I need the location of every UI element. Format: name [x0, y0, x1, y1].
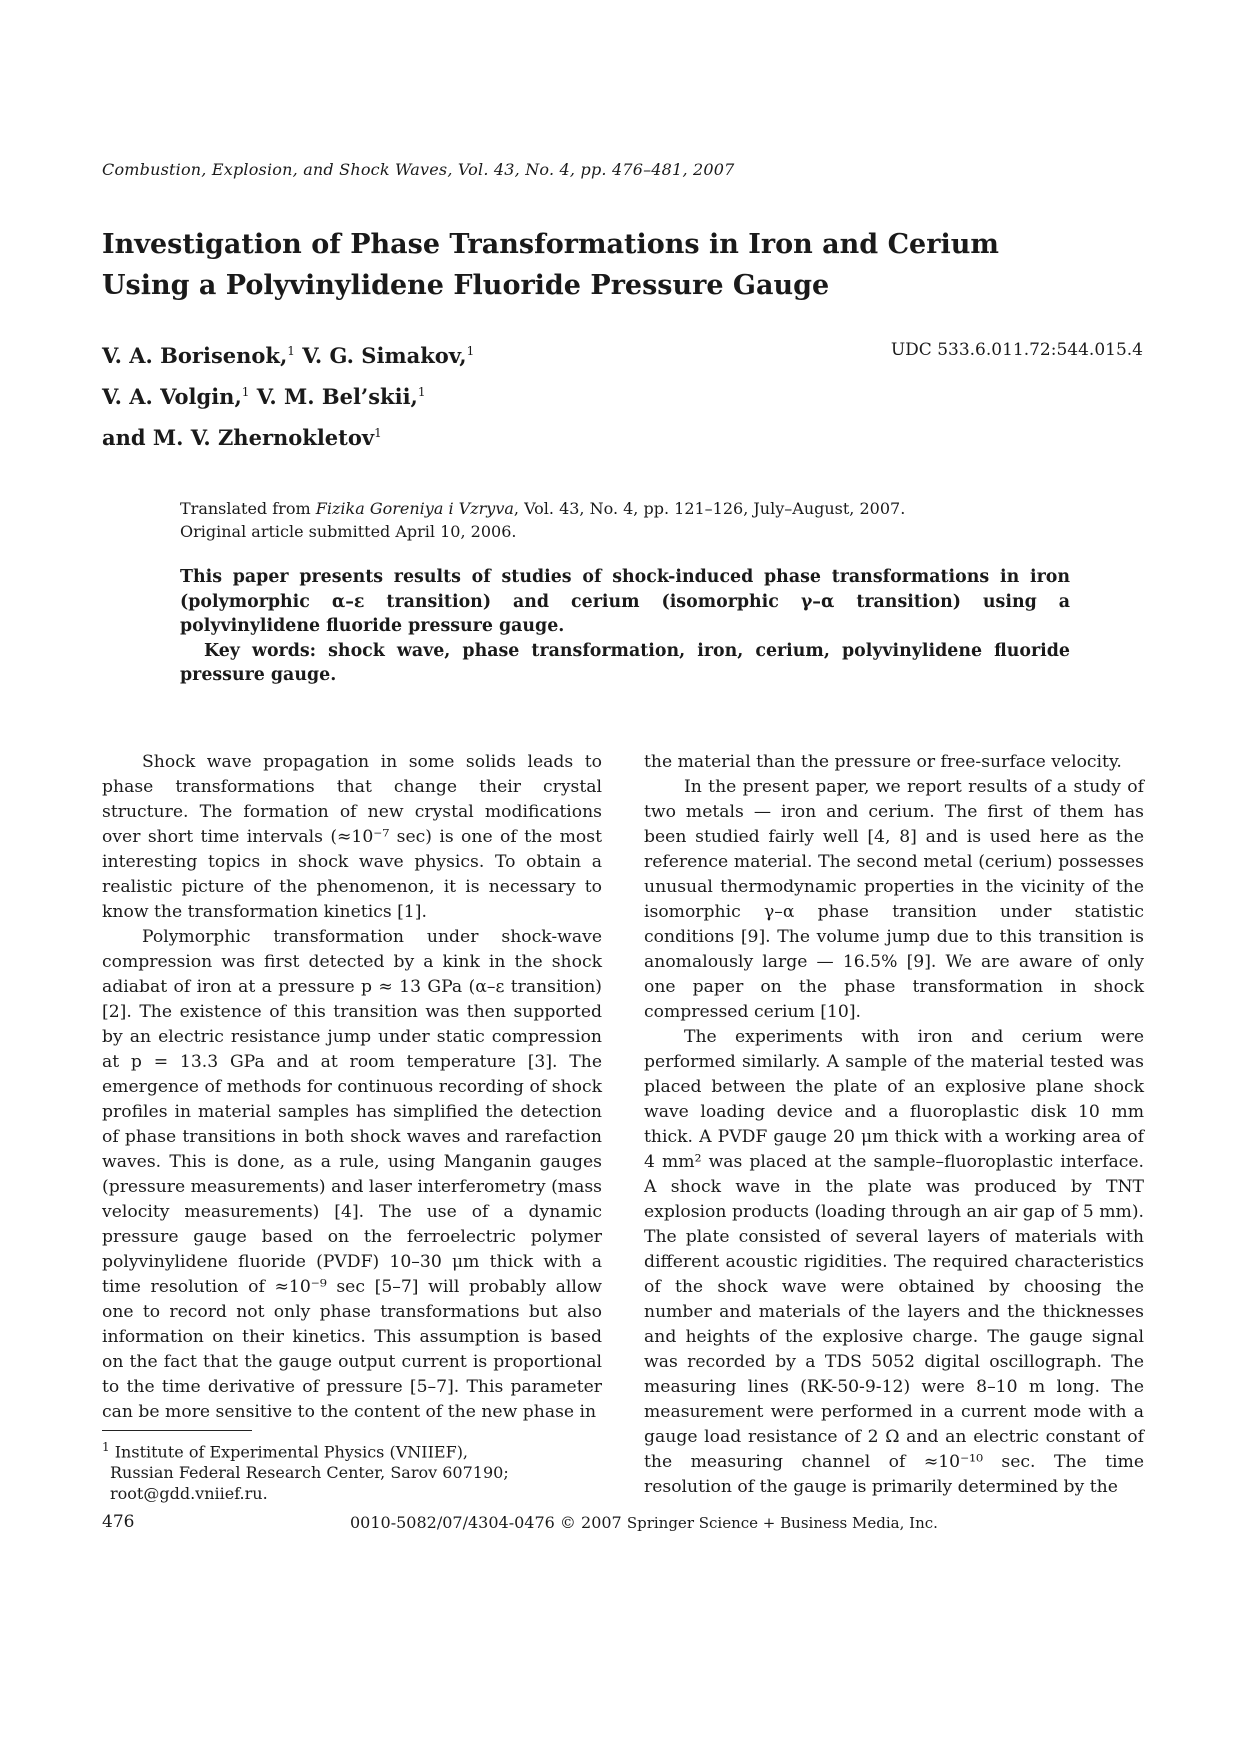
- footnote-line-2: Russian Federal Research Center, Sarov 607190;: [110, 1463, 509, 1483]
- author-borisenok: V. A. Borisenok,: [102, 343, 288, 368]
- affiliation-mark: 1: [374, 426, 382, 440]
- affiliation-mark: 1: [466, 344, 475, 358]
- copyright-symbol: ©: [559, 1513, 576, 1532]
- body-column-left: [102, 750, 602, 1425]
- footnote-divider: [102, 1430, 252, 1431]
- abstract-text: This paper presents results of studies of shock-induced phase transformations in iron (polymorphic α–ε transition) and cerium (isomorphic γ–α transition) using a polyvinylidene fluoride pressure gauge.: [180, 567, 1070, 636]
- author-zhernokletov: and M. V. Zhernokletov: [102, 425, 375, 450]
- author-row-3: [102, 415, 702, 456]
- affiliation-mark: 1: [417, 385, 426, 399]
- author-volgin: V. A. Volgin,: [102, 384, 242, 409]
- author-row-2: [102, 374, 702, 415]
- article-code: 0010-5082/07/4304-0476: [350, 1513, 555, 1532]
- title-line-2: Using a Polyvinylidene Fluoride Pressure Gauge: [102, 270, 830, 301]
- journal-citation: Combustion, Explosion, and Shock Waves, Vol. 43, No. 4, pp. 476–481, 2007: [102, 160, 735, 179]
- paragraph-continuation: the material than the pressure or free-surface velocity.: [644, 752, 1122, 772]
- translated-prefix: Translated from: [180, 499, 311, 518]
- original-journal-name: Fizika Goreniya i Vzryva: [315, 499, 514, 518]
- footnote: [102, 1437, 602, 1504]
- author-belskii: V. M. Bel’skii,: [256, 384, 418, 409]
- translated-from-line: [180, 497, 1080, 520]
- translation-note: [180, 497, 1080, 543]
- paragraph-intro: Shock wave propagation in some solids leads to phase transformations that change their crystal structure. The formation of new crystal modifications over short time intervals (≈10⁻⁷ sec) is one of the most interesting topics in shock wave physics. To obtain a realistic picture of the phenomenon, it is necessary to know the transformation kinetics [1].: [102, 752, 602, 922]
- author-simakov: V. G. Simakov,: [302, 343, 467, 368]
- paragraph-experiments: The experiments with iron and cerium were performed similarly. A sample of the material tested was placed between the plate of an explosive plane shock wave loading device and a fluoroplastic disk 10 mm thick. A PVDF gauge 20 μm thick with a working area of 4 mm² was placed at the sample–fluoroplastic interface. A shock wave in the plate was produced by TNT explosion products (loading through an air gap of 5 mm). The plate consisted of several layers of materials with different acoustic rigidities. The required characteristics of the shock wave were obtained by choosing the number and materials of the layers and the thicknesses and heights of the explosive charge. The gauge signal was recorded by a TDS 5052 digital oscillograph. The measuring lines (RK-50-9-12) were 8–10 m long. The measurement were performed in a current mode with a gauge load resistance of 2 Ω and an electric constant of the measuring channel of ≈10⁻¹⁰ sec. The time resolution of the gauge is primarily determined by the: [644, 1027, 1144, 1497]
- paragraph-polymorphic: Polymorphic transformation under shock-wave compression was first detected by a kink in the shock adiabat of iron at a pressure p ≈ 13 GPa (α–ε transition) [2]. The existence of this transition was then supported by an electric resistance jump under static compression at p = 13.3 GPa and at room temperature [3]. The emergence of methods for continuous recording of shock profiles in material samples has simplified the detection of phase transitions in both shock waves and rarefaction waves. This is done, as a rule, using Manganin gauges (pressure measurements) and laser interferometry (mass velocity measurements) [4]. The use of a dynamic pressure gauge based on the ferroelectric polymer polyvinylidene fluoride (PVDF) 10–30 μm thick with a time resolution of ≈10⁻⁹ sec [5–7] will probably allow one to record not only phase transformations but also information on their kinetics. This assumption is based on the fact that the gauge output current is proportional to the time derivative of pressure [5–7]. This parameter can be more sensitive to the content of the new phase in: [102, 927, 602, 1422]
- paragraph-present-paper: In the present paper, we report results of a study of two metals — iron and cerium. The first of them has been studied fairly well [4, 8] and is used here as the reference material. The second metal (cerium) possesses unusual thermodynamic properties in the vicinity of the isomorphic γ–α phase transition under statistic conditions [9]. The volume jump due to this transition is anomalously large — 16.5% [9]. We are aware of only one paper on the phase transformation in shock compressed cerium [10].: [644, 777, 1144, 1022]
- footnote-institute: Institute of Experimental Physics (VNIIEF),: [114, 1442, 469, 1462]
- copyright-year: 2007: [581, 1513, 622, 1532]
- translated-details: , Vol. 43, No. 4, pp. 121–126, July–August, 2007.: [513, 499, 906, 518]
- author-row-1: [102, 333, 702, 374]
- footnote-mark: 1: [102, 1440, 110, 1454]
- abstract: [180, 565, 1070, 688]
- submission-date: Original article submitted April 10, 2006.: [180, 522, 517, 541]
- body-column-right: [644, 750, 1144, 1500]
- page-number: 476: [102, 1512, 135, 1532]
- keywords: Key words: shock wave, phase transformation, iron, cerium, polyvinylidene fluoride pressure gauge.: [180, 640, 1070, 685]
- udc-code: UDC 533.6.011.72:544.015.4: [890, 340, 1143, 360]
- author-list: [102, 333, 702, 456]
- title-line-1: Investigation of Phase Transformations in Iron and Cerium: [102, 229, 999, 260]
- copyright-line: [350, 1513, 938, 1532]
- footnote-email: root@gdd.vniief.ru.: [110, 1484, 268, 1504]
- publisher: Springer Science + Business Media, Inc.: [626, 1514, 938, 1532]
- affiliation-mark: 1: [241, 385, 250, 399]
- paper-title: [102, 224, 1002, 306]
- affiliation-mark: 1: [287, 344, 295, 358]
- footnote-line-1: [102, 1437, 602, 1462]
